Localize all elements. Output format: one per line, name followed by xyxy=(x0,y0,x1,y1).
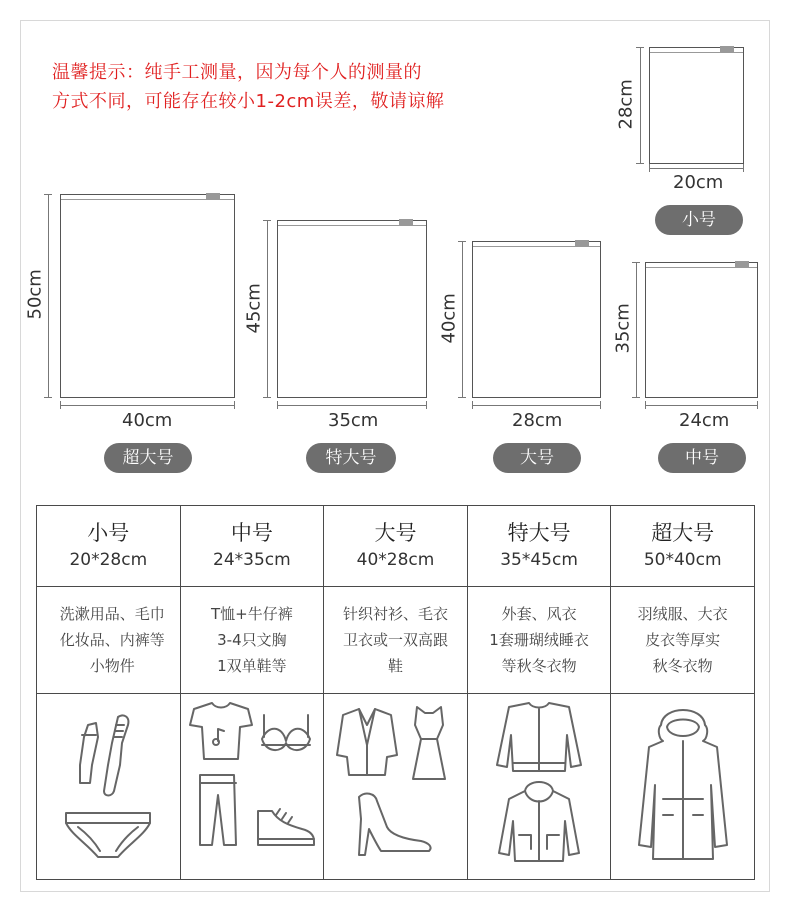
icons-cell-xl xyxy=(467,694,611,880)
zipper-pull xyxy=(735,261,749,267)
notice-line-2: 方式不同，可能存在较小1-2cm误差，敬请谅解 xyxy=(52,91,445,112)
jeans-icon xyxy=(200,775,236,845)
header-cell-xxl xyxy=(611,506,755,587)
uses-cell-small xyxy=(37,587,181,694)
bag-outline xyxy=(277,220,427,398)
large-items-illustration xyxy=(325,695,465,875)
use-line: 外套、风衣 xyxy=(501,605,577,623)
header-cell-large xyxy=(324,506,468,587)
height-label: 28cm xyxy=(615,79,637,130)
header-cell-small xyxy=(37,506,181,587)
notice-line-1: 温馨提示：纯手工测量，因为每个人的测量的 xyxy=(52,62,422,83)
icons-cell-xxl xyxy=(611,694,755,880)
header-cell-xl xyxy=(467,506,611,587)
small-items-illustration xyxy=(38,695,178,875)
bag-outline xyxy=(649,47,744,164)
use-line: 洗漱用品、毛巾 xyxy=(59,605,165,623)
use-line: 秋冬衣物 xyxy=(652,657,713,675)
use-line: 1双单鞋等 xyxy=(217,657,287,675)
width-label: 24cm xyxy=(679,410,730,431)
header-cell-medium xyxy=(180,506,324,587)
use-line: T恤+牛仔裤 xyxy=(211,605,293,623)
height-label: 40cm xyxy=(438,293,460,344)
icons-cell-small xyxy=(37,694,181,880)
use-line: 鞋 xyxy=(387,657,403,675)
use-line: 等秋冬衣物 xyxy=(501,657,577,675)
bag-outline xyxy=(60,194,235,398)
zipper-pull xyxy=(720,46,734,52)
blazer-icon xyxy=(337,709,397,775)
table-icons-row xyxy=(37,694,755,880)
size-dimensions: 24*35cm xyxy=(213,550,291,570)
bra-icon xyxy=(262,715,310,750)
size-pill: 超大号 xyxy=(104,443,192,473)
size-dimensions: 35*45cm xyxy=(500,550,578,570)
use-line: 3-4只文胸 xyxy=(217,631,287,649)
use-line: 针织衬衫、毛衣 xyxy=(342,605,448,623)
height-label: 50cm xyxy=(24,269,46,320)
uses-cell-large xyxy=(324,587,468,694)
xl-items-illustration xyxy=(469,695,609,875)
size-name: 大号 xyxy=(374,521,417,545)
size-dimensions: 40*28cm xyxy=(356,550,435,570)
height-label: 45cm xyxy=(243,283,265,334)
zipper-pull xyxy=(206,193,220,199)
tshirt-icon xyxy=(190,703,252,759)
use-line: 皮衣等厚实 xyxy=(645,631,721,649)
zipper-pull xyxy=(399,219,413,225)
bag-outline xyxy=(472,241,601,398)
size-dimensions: 50*40cm xyxy=(643,550,722,570)
uses-cell-xl xyxy=(467,587,611,694)
use-line: 卫衣或一双高跟 xyxy=(342,631,448,649)
use-line: 羽绒服、大衣 xyxy=(637,605,728,623)
dress-icon xyxy=(413,707,445,779)
parka-icon xyxy=(639,710,727,859)
toothbrush-icon xyxy=(80,715,128,795)
uses-cell-medium xyxy=(180,587,324,694)
uses-cell-xxl xyxy=(611,587,755,694)
size-name: 特大号 xyxy=(507,521,571,545)
size-dimensions: 20*28cm xyxy=(69,550,148,570)
medium-items-illustration xyxy=(182,695,322,875)
high-heel-icon xyxy=(359,793,431,854)
notice-text xyxy=(52,58,444,116)
shoe-icon xyxy=(258,809,314,845)
use-line: 1套珊瑚绒睡衣 xyxy=(489,631,589,649)
use-line: 化妆品、内裤等 xyxy=(59,631,165,649)
width-label: 20cm xyxy=(673,172,724,193)
size-name: 超大号 xyxy=(651,521,715,545)
xxl-items-illustration xyxy=(613,695,753,875)
size-name: 小号 xyxy=(87,521,130,545)
size-pill: 特大号 xyxy=(306,443,396,473)
size-name: 中号 xyxy=(230,521,273,545)
zipper-pull xyxy=(575,240,589,246)
height-label: 35cm xyxy=(612,303,634,354)
use-line: 小物件 xyxy=(89,657,135,675)
size-pill: 小号 xyxy=(655,205,743,235)
width-label: 40cm xyxy=(122,410,173,431)
icons-cell-large xyxy=(324,694,468,880)
width-label: 35cm xyxy=(328,410,379,431)
hoodie-icon xyxy=(499,782,579,861)
size-pill: 大号 xyxy=(493,443,581,473)
size-table xyxy=(36,505,755,880)
table-uses-row xyxy=(37,587,755,694)
size-pill: 中号 xyxy=(658,443,746,473)
width-label: 28cm xyxy=(512,410,563,431)
icons-cell-medium xyxy=(180,694,324,880)
table-header-row xyxy=(37,506,755,587)
bag-outline xyxy=(645,262,758,398)
cardigan-icon xyxy=(497,703,581,771)
underwear-icon xyxy=(66,813,150,857)
